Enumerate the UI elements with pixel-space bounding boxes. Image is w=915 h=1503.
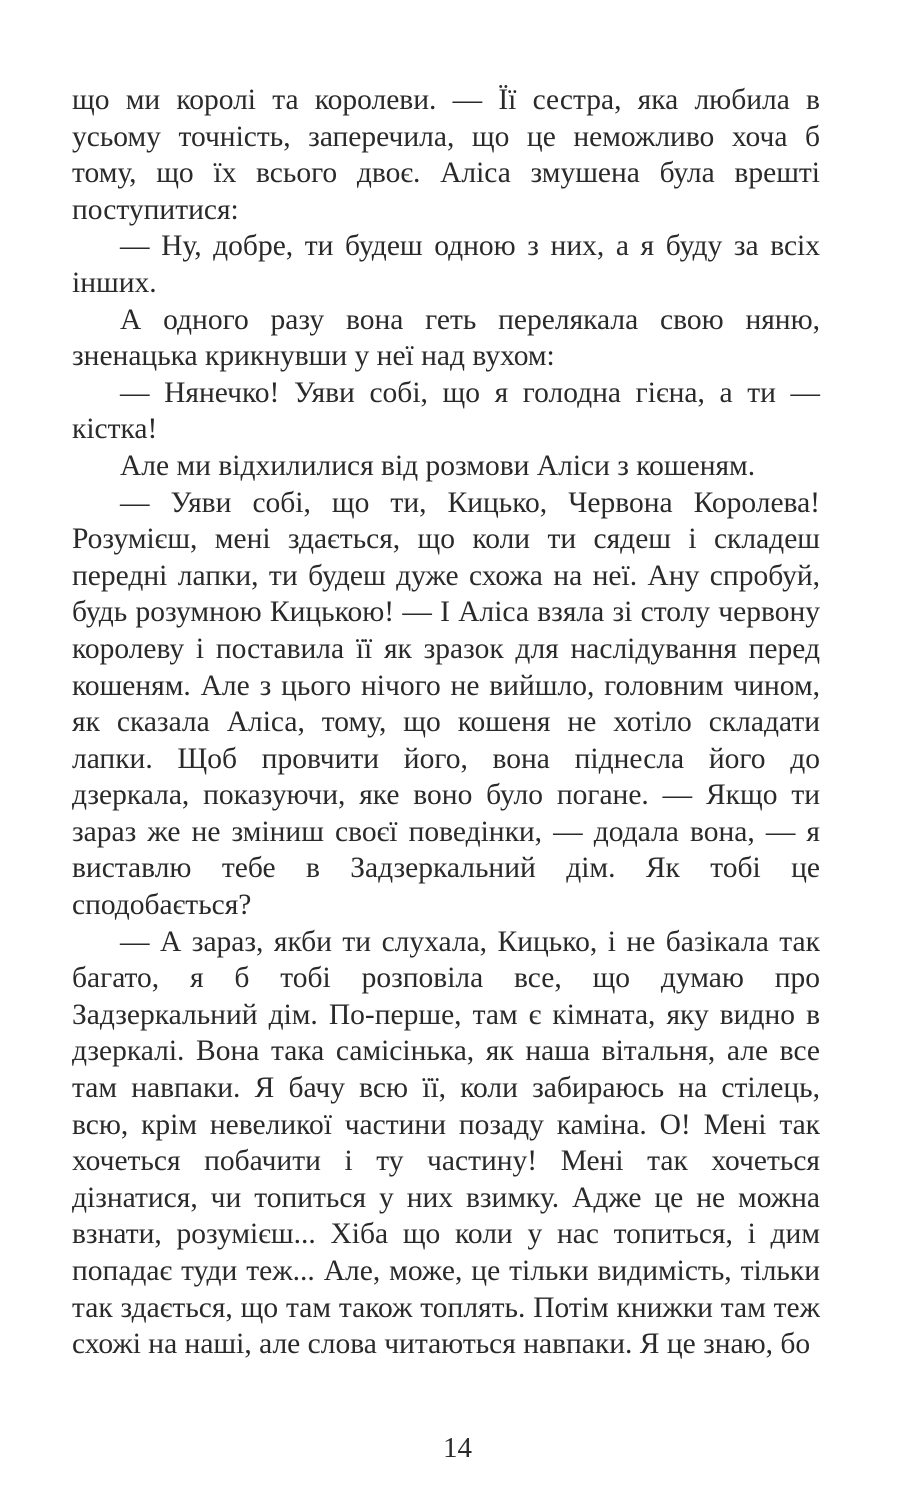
paragraph: — Нянечко! Уяви собі, що я голодна гієна, а ти — кістка! — [72, 376, 820, 446]
paragraph: Але ми відхилилися від розмови Аліси з кошеням. — [120, 449, 756, 482]
page-number: 14 — [443, 1432, 472, 1464]
paragraph: — А зараз, якби ти слухала, Кицько, і не базікала так багато, я б тобі розповіла все, що думаю про Задзеркальний дім. По-перше, там є кімната, яку видно в дзеркалі. Вона така самісінька, як наша вітальня, але все там навпаки. Я бачу всю її, коли забираюсь на стілець, всю, крім невеликої частини позаду каміна. О! Мені так хочеться побачити і ту частину! Мені так хочеться дізнатися, чи топиться у них взимку. Адже це не можна взнати, розумієш... Хіба що коли у нас топиться, і дим попадає туди теж... Але, може, це тільки видимість, тільки так здається, що там також топлять. Потім книжки там теж схожі на наші, але слова читаються навпаки. Я це знаю, бо — [72, 925, 820, 1361]
paragraph: — Ну, добре, ти будеш одною з них, а я буду за всіх інших. — [72, 230, 820, 299]
paragraph: А одного разу вона геть перелякала свою няню, зненацька крикнувши у неї над вухом: — [72, 303, 820, 373]
page-text — [72, 82, 820, 1363]
paragraph: що ми королі та королеви. — Її сестра, яка любила в усьому точність, заперечила, що це неможливо хоча б тому, що їх всього двоє. Аліса змушена була врешті поступитися: — [72, 84, 820, 226]
paragraph: — Уяви собі, що ти, Кицько, Червона Королева! Розумієш, мені здається, що коли ти сядеш і складеш передні лапки, ти будеш дуже схожа на неї. Ану спробуй, будь розумною Кицькою! — І Аліса взяла зі столу червону королеву і поставила її як зразок для наслідування перед кошеням. Але з цього нічого не вийшло, головним чином, як сказала Аліса, тому, що кошеня не хотіло складати лапки. Щоб провчити його, вона піднесла його до дзеркала, показуючи, яке воно було погане. — Якщо ти зараз же не зміниш своєї поведінки, — додала вона, — я виставлю тебе в Задзеркальний дім. Як тобі це сподобається? — [72, 486, 820, 922]
